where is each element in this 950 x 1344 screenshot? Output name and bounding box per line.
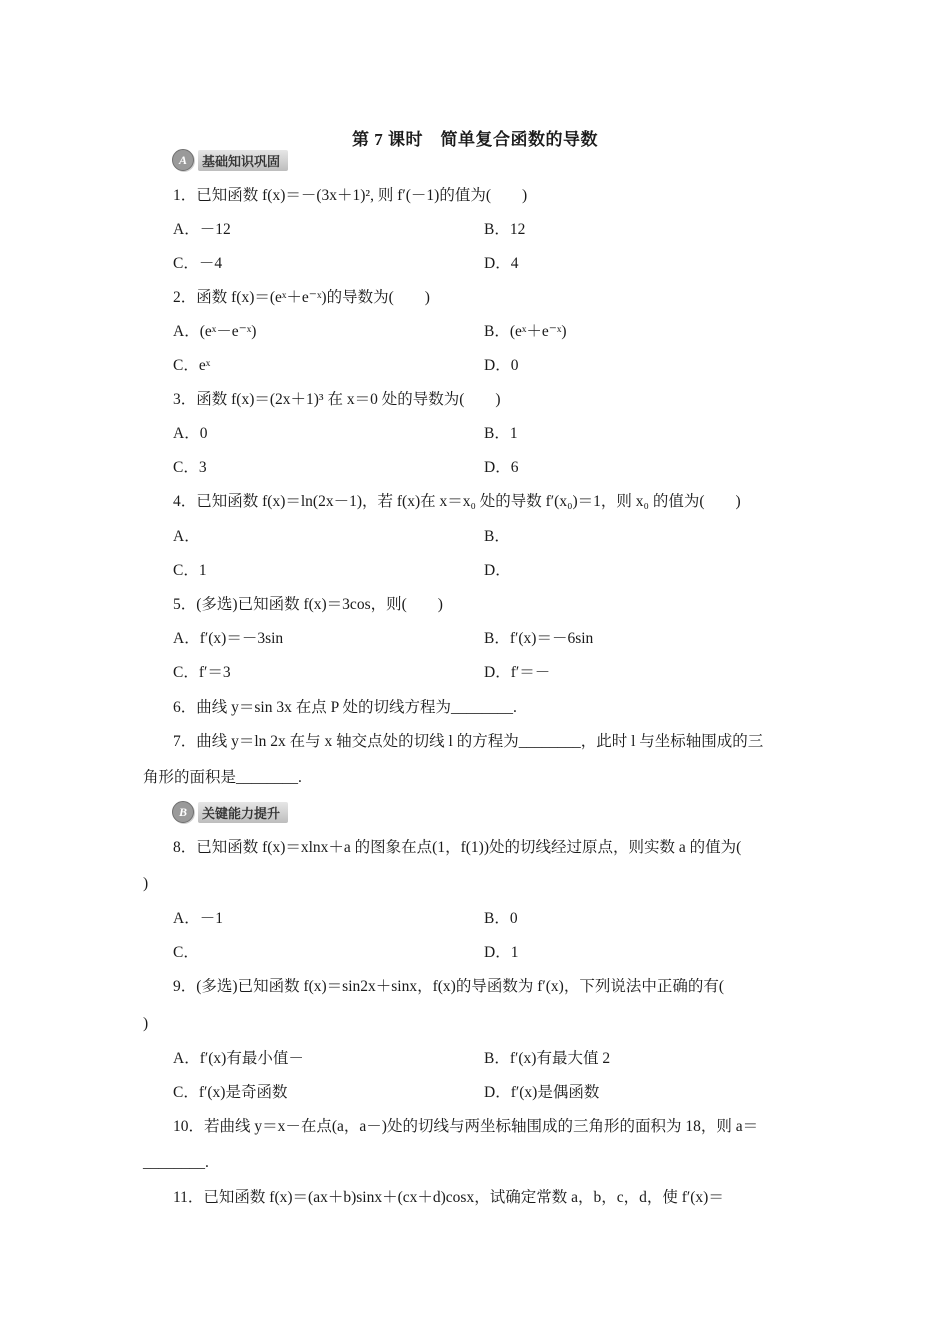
question-8-continued: ) xyxy=(143,875,149,892)
question-11: 11．已知函数 f(x)＝(ax＋b)sinx＋(cx＋d)cosx，试确定常数 a，b，c，d，使 f′(x)＝ xyxy=(173,1189,724,1206)
option-3a: A．0 xyxy=(173,425,208,442)
option-8a: A．－1 xyxy=(173,910,223,927)
option-1a: A．－12 xyxy=(173,221,231,238)
question-9: 9．(多选)已知函数 f(x)＝sin2x＋sinx，f(x)的导函数为 f′(x)，下列说法中正确的有( xyxy=(173,978,725,995)
question-2: 2．函数 f(x)＝(eˣ＋e⁻ˣ)的导数为( ) xyxy=(173,289,430,306)
option-3b: B．1 xyxy=(484,425,518,442)
option-2c: C．eˣ xyxy=(173,357,211,374)
option-4a: A． xyxy=(173,528,200,545)
option-5b: B．f′(x)＝－6sin xyxy=(484,630,594,647)
badge-icon: A xyxy=(172,149,194,171)
option-5c: C．f′＝3 xyxy=(173,664,231,681)
option-2a: A．(eˣ－e⁻ˣ) xyxy=(173,323,257,340)
option-2b: B．(eˣ＋e⁻ˣ) xyxy=(484,323,567,340)
section-header-basic xyxy=(172,149,288,171)
question-7: 7．曲线 y＝ln 2x 在与 x 轴交点处的切线 l 的方程为________，此时 l 与坐标轴围成的三 xyxy=(173,733,764,750)
option-3d: D．6 xyxy=(484,459,519,476)
option-1d: D．4 xyxy=(484,255,519,272)
option-4b: B． xyxy=(484,528,510,545)
question-9-continued: ) xyxy=(143,1015,149,1032)
option-8c: C． xyxy=(173,944,199,961)
option-8d: D．1 xyxy=(484,944,519,961)
question-5: 5．(多选)已知函数 f(x)＝3cos，则( ) xyxy=(173,596,443,613)
question-4: 4．已知函数 f(x)＝ln(2x－1)，若 f(x)在 x＝x₀ 处的导数 f′(x₀)＝1，则 x₀ 的值为( ) xyxy=(173,493,741,510)
question-7-continued: 角形的面积是________. xyxy=(143,769,302,786)
page-title: 第 7 课时 简单复合函数的导数 xyxy=(352,130,598,149)
question-10: 10．若曲线 y＝x－在点(a，a－)处的切线与两坐标轴围成的三角形的面积为 18，则 a＝ xyxy=(173,1118,759,1135)
option-2d: D．0 xyxy=(484,357,519,374)
section-label: 基础知识巩固 xyxy=(198,150,288,171)
question-1: 1．已知函数 f(x)＝－(3x＋1)², 则 f′(－1)的值为( ) xyxy=(173,187,528,204)
option-5d: D．f′＝－ xyxy=(484,664,551,681)
option-9a: A．f′(x)有最小值－ xyxy=(173,1050,304,1067)
question-3: 3．函数 f(x)＝(2x＋1)³ 在 x＝0 处的导数为( ) xyxy=(173,391,501,408)
option-3c: C．3 xyxy=(173,459,207,476)
option-8b: B．0 xyxy=(484,910,518,927)
option-4c: C．1 xyxy=(173,562,207,579)
badge-icon: B xyxy=(172,801,194,823)
option-9c: C．f′(x)是奇函数 xyxy=(173,1084,288,1101)
option-1c: C．－4 xyxy=(173,255,223,272)
option-9b: B．f′(x)有最大值 2 xyxy=(484,1050,611,1067)
question-10-continued: ________. xyxy=(143,1154,209,1171)
question-8: 8．已知函数 f(x)＝xlnx＋a 的图象在点(1，f(1))处的切线经过原点，则实数 a 的值为( xyxy=(173,839,742,856)
section-label: 关键能力提升 xyxy=(198,802,288,823)
option-5a: A．f′(x)＝－3sin xyxy=(173,630,284,647)
option-4d: D． xyxy=(484,562,511,579)
option-9d: D．f′(x)是偶函数 xyxy=(484,1084,600,1101)
question-6: 6．曲线 y＝sin 3x 在点 P 处的切线方程为________. xyxy=(173,699,517,716)
section-header-advanced xyxy=(172,801,288,823)
option-1b: B．12 xyxy=(484,221,526,238)
